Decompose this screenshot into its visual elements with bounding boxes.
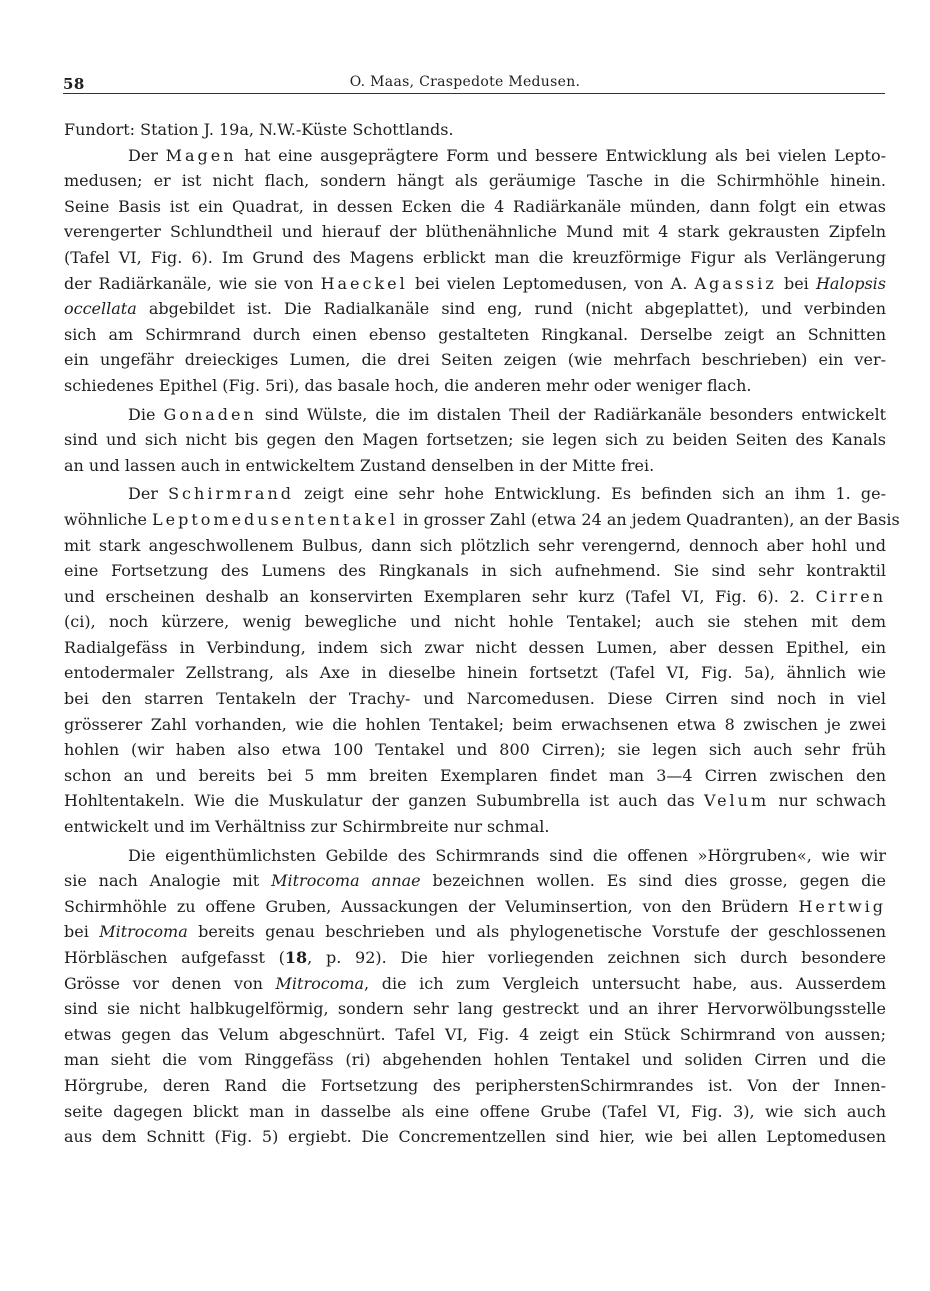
text-line: entwickelt und im Verhältniss zur Schirmbreite nur schmal. — [64, 817, 550, 837]
text-line: Hohltentakeln. Wie die Muskulatur der ganzen Subumbrella ist auch das Velum nur schwach — [64, 791, 886, 811]
author-name: Agassiz — [694, 273, 777, 293]
text-line: Seine Basis ist ein Quadrat, in dessen Ecken die 4 Radiärkanäle münden, dann folgt ein etwas — [64, 196, 886, 216]
species-name: Mitrocoma — [275, 973, 365, 993]
text-line: man sieht die vom Ringgefäss (ri) abgehenden hohlen Tentakel und soliden Cirren und die — [64, 1050, 886, 1070]
text-line: Der Schirmrand zeigt eine sehr hohe Entwicklung. Es befinden sich an ihm 1. ge- — [128, 484, 887, 504]
text-line: schiedenes Epithel (Fig. 5ri), das basale hoch, die anderen mehr oder weniger flach. — [64, 375, 752, 395]
text-line: sind sie nicht halbkugelförmig, sondern sehr lang gestreckt und an ihrer Hervorwölbungsstelle — [64, 999, 886, 1019]
text-line: entodermaler Zellstrang, als Axe in dieselbe hinein fortsetzt (Tafel VI, Fig. 5a), ähnlich wie — [64, 663, 886, 683]
text-line: sie nach Analogie mit Mitrocoma annae bezeichnen wollen. Es sind dies grosse, gegen die — [64, 871, 886, 891]
text-line: hohlen (wir haben also etwa 100 Tentakel und 800 Cirren); sie legen sich auch sehr früh — [64, 740, 886, 760]
author-name: Haeckel — [320, 273, 408, 293]
text-line: an und lassen auch in entwickeltem Zustand denselben in der Mitte frei. — [64, 455, 655, 475]
author-name: Hertwig — [798, 896, 886, 916]
text-line: verengerter Schlundtheil und hierauf der blüthenähnliche Mund mit 4 stark gekrausten Zipfeln — [64, 222, 886, 242]
text-line: Die eigenthümlichsten Gebilde des Schirmrands sind die offenen »Hörgruben«, wie wir — [128, 845, 886, 865]
spaced-term: Schirmrand — [168, 484, 294, 504]
text-line: ein ungefähr dreieckiges Lumen, die drei Seiten zeigen (wie mehrfach beschrieben) ein ver- — [64, 350, 886, 370]
text-line: Fundort: Station J. 19a, N.W.-Küste Schottlands. — [64, 120, 454, 139]
spaced-term: Leptomedusententakel — [152, 509, 399, 529]
text-line: sich am Schirmrand durch einen ebenso gestalteten Ringkanal. Derselbe zeigt an Schnitten — [64, 324, 886, 344]
text-line: grösserer Zahl vorhanden, wie die hohlen Tentakel; beim erwachsenen etwa 8 zwischen je zwei — [64, 714, 886, 734]
text-line: schon an und bereits bei 5 mm breiten Exemplaren findet man 3—4 Cirren zwischen den — [64, 765, 886, 785]
species-name: Halopsis — [815, 273, 886, 293]
spaced-term: Cirren — [815, 586, 886, 606]
spaced-term: Magen — [165, 145, 237, 165]
text-line: etwas gegen das Velum abgeschnürt. Tafel VI, Fig. 4 zeigt ein Stück Schirmrand von aussen; — [64, 1024, 886, 1044]
text-line: Die Gonaden sind Wülste, die im distalen Theil der Radiärkanäle besonders entwickelt — [128, 404, 887, 424]
header-rule — [63, 93, 885, 94]
text-line: mit stark angeschwollenem Bulbus, dann sich plötzlich sehr verengernd, dennoch aber hohl und — [64, 535, 886, 555]
text-line: medusen; er ist nicht flach, sondern hängt als geräumige Tasche in die Schirmhöhle hinein. — [64, 171, 886, 191]
text-line: Schirmhöhle zu offene Gruben, Aussackungen der Veluminsertion, von den Brüdern Hertwig — [64, 896, 886, 916]
text-line: und erscheinen deshalb an konservirten Exemplaren sehr kurz (Tafel VI, Fig. 6). 2. Cirren — [64, 586, 886, 606]
text-line: (ci), noch kürzere, wenig bewegliche und nicht hohle Tentakel; auch sie stehen mit dem — [64, 612, 886, 632]
text-line: Radialgefäss in Verbindung, indem sich zwar nicht dessen Lumen, aber dessen Epithel, ein — [64, 637, 886, 657]
text-line: wöhnliche Leptomedusententakel in grosser Zahl (etwa 24 an jedem Quadranten), an der Basis — [64, 509, 900, 529]
text-line: Hörbläschen aufgefasst (18, p. 92). Die hier vorliegenden zeichnen sich durch besondere — [64, 948, 886, 967]
spaced-term: Gonaden — [163, 404, 257, 424]
text-line: sind und sich nicht bis gegen den Magen fortsetzen; sie legen sich zu beiden Seiten des Kanals — [64, 430, 886, 450]
text-line: Hörgrube, deren Rand die Fortsetzung des peripherstenSchirmrandes ist. Von der Innen- — [64, 1075, 886, 1095]
species-name: Mitrocoma annae — [271, 871, 421, 891]
text-line: occellata abgebildet ist. Die Radialkanäle sind eng, rund (nicht abgeplattet), und verbinden — [64, 299, 886, 319]
text-line: Grösse vor denen von Mitrocoma, die ich zum Vergleich untersucht habe, aus. Ausserdem — [64, 973, 887, 993]
text-line: aus dem Schnitt (Fig. 5) ergiebt. Die Concrementzellen sind hier, wie bei allen Leptomedusen — [64, 1127, 886, 1147]
body-text — [64, 117, 900, 1150]
reference-number: 18 — [284, 948, 308, 967]
text-line: seite dagegen blickt man in dasselbe als eine offene Grube (Tafel VI, Fig. 3), wie sich auch — [64, 1101, 886, 1121]
text-line: bei Mitrocoma bereits genau beschrieben und als phylogenetische Vorstufe der geschlossenen — [64, 922, 887, 942]
species-name: occellata — [64, 299, 137, 319]
spaced-term: Velum — [704, 791, 770, 811]
running-header: O. Maas, Craspedote Medusen. — [349, 74, 581, 90]
text-line: bei den starren Tentakeln der Trachy- und Narcomedusen. Diese Cirren sind noch in viel — [64, 689, 886, 709]
text-line: (Tafel VI, Fig. 6). Im Grund des Magens erblickt man die kreuzförmige Figur als Verlängerung — [64, 247, 886, 267]
text-line: Der Magen hat eine ausgeprägtere Form und bessere Entwicklung als bei vielen Lepto- — [128, 145, 886, 165]
species-name: Mitrocoma — [99, 922, 188, 942]
page-number: 58 — [63, 75, 85, 93]
text-line: der Radiärkanäle, wie sie von Haeckel bei vielen Leptomedusen, von A. Agassiz bei Halopsis — [64, 273, 886, 293]
text-line: eine Fortsetzung des Lumens des Ringkanals in sich aufnehmend. Sie sind sehr kontraktil — [64, 561, 886, 581]
